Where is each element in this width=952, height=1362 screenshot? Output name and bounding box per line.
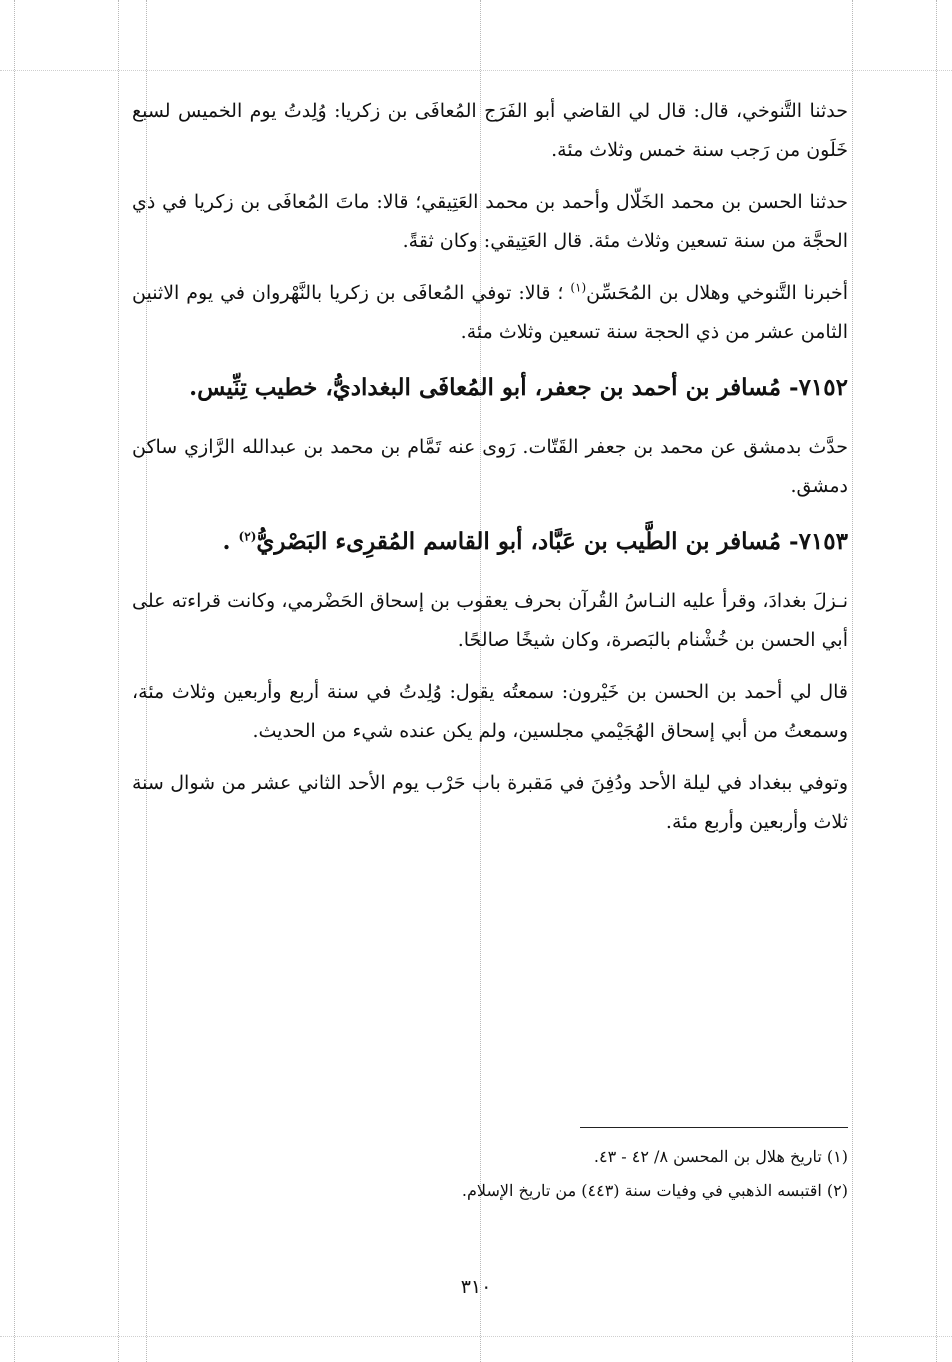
paragraph: حدثنا التَّنوخي، قال: قال لي القاضي أبو الفَرَج المُعافَى بن زكريا: وُلِدتُ يوم الخميس لسبع خَلَون من رَجب سنة خمس وثلاث مئة.	[132, 100, 848, 161]
paragraph: نـزلَ بغدادَ، وقرأ عليه النـاسُ القُرآن بحرف يعقوب بن إسحاق الحَضْرمي، وكانت قراءته على أبي الحسن بن خُشْنام بالبَصرة، وكان شيخًا صالحًا.	[132, 590, 848, 651]
page-number: ٣١٠	[460, 1276, 492, 1298]
scan-guide-line	[936, 0, 937, 1362]
footnote-separator	[580, 1127, 848, 1128]
footnote: (١) تاريخ هلال بن المحسن ٨/ ٤٢ - ٤٣.	[593, 1147, 848, 1166]
footnotes	[132, 1140, 848, 1208]
scan-guide-line	[0, 70, 952, 71]
paragraph: وتوفي ببغداد في ليلة الأحد ودُفِنَ في مَقبرة باب حَرْب يوم الأحد الثاني عشر من شوال سنة ثلاث وأربعين وأربع مئة.	[132, 772, 848, 833]
paragraph: حدَّث بدمشق عن محمد بن جعفر القَتّات. رَوى عنه تَمَّام بن محمد بن عبدالله الرَّازي ساكن دمشق.	[132, 436, 848, 497]
footnote-ref: (٢)	[238, 529, 257, 544]
scan-guide-line	[14, 0, 15, 1362]
scan-guide-line	[852, 0, 853, 1362]
paragraph-text: أخبرنا التَّنوخي وهلال بن المُحَسِّن	[586, 282, 848, 304]
paragraph	[132, 274, 848, 352]
scan-guide-line	[118, 0, 119, 1362]
footnote-ref: (١)	[570, 280, 587, 295]
scan-guide-line	[0, 1336, 952, 1337]
paragraph: قال لي أحمد بن الحسن بن خَيْرون: سمعتُه يقول: وُلِدتُ في سنة أربع وأربعين وثلاث مئة، وسمعتُ من أبي إسحاق الهُجَيْمي مجلسين، ولم يكن عنده شيء من الحديث.	[132, 681, 848, 742]
entry-heading: ٧١٥٢- مُسافر بن أحمد بن جعفر، أبو المُعافَى البغداديُّ، خطيب تِنِّيس.	[189, 374, 848, 401]
footnote: (٢) اقتبسه الذهبي في وفيات سنة (٤٤٣) من تاريخ الإسلام.	[461, 1181, 848, 1200]
entry-heading-text: ٧١٥٣- مُسافر بن الطَّيب بن عَبَّاد، أبو القاسم المُقرِىء البَصْريُّ	[256, 528, 848, 555]
paragraph-text: ؛ قالا: توفي المُعافَى بن زكريا بالنَّهْروان في يوم الاثنين الثامن عشر من ذي الحجة سنة تسعين وثلاث مئة.	[132, 282, 848, 343]
entry-heading-text: .	[222, 528, 239, 555]
paragraph: حدثنا الحسن بن محمد الخَلّال وأحمد بن محمد العَتِيقي؛ قالا: ماتَ المُعافَى بن زكريا في ذي الحجَّة من سنة تسعين وثلاث مئة. قال العَتِيقي: وكان ثقةً.	[132, 191, 848, 252]
entry-heading	[132, 519, 848, 565]
page-body	[132, 92, 848, 855]
